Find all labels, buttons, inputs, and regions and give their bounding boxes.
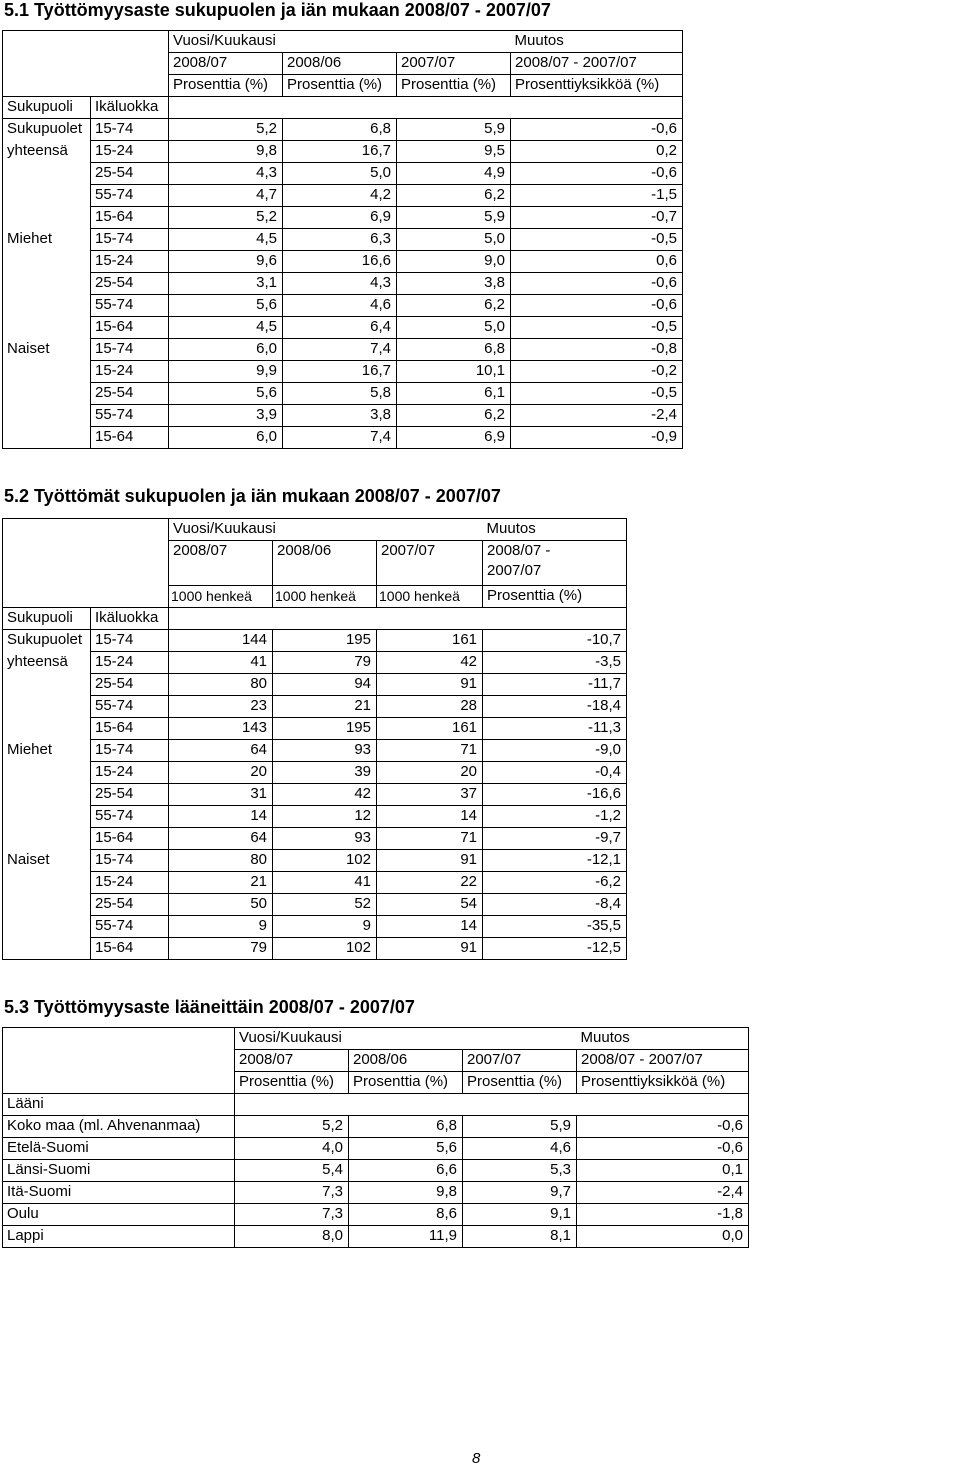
table-row xyxy=(3,630,627,652)
cell-value: 8,1 xyxy=(463,1226,577,1248)
cell-value: 6,3 xyxy=(283,229,397,251)
header-unit: 1000 henkeä xyxy=(273,586,377,608)
table-5-1-title: 5.1 Työttömyysaste sukupuolen ja iän mukaan 2008/07 - 2007/07 xyxy=(4,0,551,20)
cell-value: 11,9 xyxy=(349,1226,463,1248)
cell-sukupuoli xyxy=(3,185,91,207)
table-row xyxy=(3,762,627,784)
cell-sukupuoli xyxy=(3,784,91,806)
cell-value: -9,0 xyxy=(483,740,627,762)
cell-value: 143 xyxy=(169,718,273,740)
cell-ikaluokka: 15-24 xyxy=(91,141,169,163)
header-muutos: Muutos xyxy=(577,1028,749,1050)
cell-laani: Koko maa (ml. Ahvenanmaa) xyxy=(3,1116,235,1138)
cell-value: 9,8 xyxy=(349,1182,463,1204)
header-period: 2008/06 xyxy=(283,53,397,75)
cell-value: -0,5 xyxy=(511,229,683,251)
cell-value: 91 xyxy=(377,938,483,960)
cell-value: 0,1 xyxy=(577,1160,749,1182)
table-row xyxy=(3,938,627,960)
cell-value: 102 xyxy=(273,850,377,872)
cell-value: 195 xyxy=(273,630,377,652)
cell-value: 195 xyxy=(273,718,377,740)
cell-value: 4,6 xyxy=(463,1138,577,1160)
header-unit: Prosenttiyksikköä (%) xyxy=(577,1072,749,1094)
cell-value: 8,6 xyxy=(349,1204,463,1226)
cell-value: 6,9 xyxy=(283,207,397,229)
header-unit: Prosenttia (%) xyxy=(169,75,283,97)
cell-ikaluokka: 15-74 xyxy=(91,339,169,361)
cell-value: 161 xyxy=(377,630,483,652)
cell-value: -6,2 xyxy=(483,872,627,894)
cell-value: 37 xyxy=(377,784,483,806)
cell-value: 5,9 xyxy=(397,119,511,141)
col-header-laani: Lääni xyxy=(3,1094,235,1116)
cell-value: 5,4 xyxy=(235,1160,349,1182)
cell-value: 5,0 xyxy=(283,163,397,185)
cell-value: -0,6 xyxy=(511,163,683,185)
cell-sukupuoli xyxy=(3,674,91,696)
table-row xyxy=(3,207,683,229)
table-row xyxy=(3,229,683,251)
cell-value: 6,8 xyxy=(283,119,397,141)
cell-value: 5,9 xyxy=(397,207,511,229)
cell-value: 6,1 xyxy=(397,383,511,405)
header-period: 2008/07 xyxy=(169,53,283,75)
cell-value: -18,4 xyxy=(483,696,627,718)
header-unit: Prosenttia (%) xyxy=(283,75,397,97)
cell-value: 79 xyxy=(273,652,377,674)
cell-value: 9 xyxy=(273,916,377,938)
header-muutos: Muutos xyxy=(483,519,627,541)
table-row xyxy=(3,251,683,273)
table-row xyxy=(3,273,683,295)
table-5-2-body xyxy=(3,630,627,960)
cell-ikaluokka: 25-54 xyxy=(91,784,169,806)
cell-ikaluokka: 15-64 xyxy=(91,938,169,960)
cell-value: 5,2 xyxy=(169,119,283,141)
cell-value: 9,5 xyxy=(397,141,511,163)
table-row xyxy=(3,1226,749,1248)
cell-value: -10,7 xyxy=(483,630,627,652)
cell-value: 3,8 xyxy=(397,273,511,295)
cell-sukupuoli xyxy=(3,317,91,339)
cell-value: 5,6 xyxy=(169,383,283,405)
cell-value: 3,8 xyxy=(283,405,397,427)
cell-value: 7,4 xyxy=(283,427,397,449)
cell-sukupuoli: yhteensä xyxy=(3,652,91,674)
cell-value: 41 xyxy=(273,872,377,894)
header-unit: 1000 henkeä xyxy=(169,586,273,608)
cell-sukupuoli xyxy=(3,361,91,383)
table-5-3-body xyxy=(3,1116,749,1248)
cell-value: 16,6 xyxy=(283,251,397,273)
header-muutos: Muutos xyxy=(511,31,683,53)
cell-sukupuoli: Naiset xyxy=(3,339,91,361)
cell-value: -0,8 xyxy=(511,339,683,361)
header-unit: Prosenttiyksikköä (%) xyxy=(511,75,683,97)
cell-value: 0,0 xyxy=(577,1226,749,1248)
table-row xyxy=(3,427,683,449)
cell-value: 52 xyxy=(273,894,377,916)
table-row xyxy=(3,652,627,674)
cell-value: 64 xyxy=(169,828,273,850)
cell-sukupuoli xyxy=(3,405,91,427)
table-row xyxy=(3,1138,749,1160)
cell-ikaluokka: 25-54 xyxy=(91,273,169,295)
cell-value: 6,0 xyxy=(169,427,283,449)
cell-value: 21 xyxy=(273,696,377,718)
cell-ikaluokka: 15-24 xyxy=(91,652,169,674)
cell-value: 6,2 xyxy=(397,185,511,207)
cell-sukupuoli xyxy=(3,762,91,784)
table-row xyxy=(3,674,627,696)
cell-value: 4,3 xyxy=(169,163,283,185)
cell-sukupuoli xyxy=(3,806,91,828)
table-row xyxy=(3,696,627,718)
cell-ikaluokka: 15-24 xyxy=(91,361,169,383)
cell-value: 9 xyxy=(169,916,273,938)
cell-value: -0,9 xyxy=(511,427,683,449)
cell-value: 16,7 xyxy=(283,141,397,163)
cell-value: 22 xyxy=(377,872,483,894)
cell-sukupuoli xyxy=(3,383,91,405)
cell-value: -11,3 xyxy=(483,718,627,740)
cell-value: 50 xyxy=(169,894,273,916)
cell-value: 9,8 xyxy=(169,141,283,163)
cell-value: 9,7 xyxy=(463,1182,577,1204)
cell-value: 9,1 xyxy=(463,1204,577,1226)
col-header-ikaluokka: Ikäluokka xyxy=(91,608,169,630)
header-unit: Prosenttia (%) xyxy=(397,75,511,97)
table-row xyxy=(3,295,683,317)
cell-value: 94 xyxy=(273,674,377,696)
header-period: 2008/07 xyxy=(235,1050,349,1072)
table-row xyxy=(3,1116,749,1138)
cell-value: 4,0 xyxy=(235,1138,349,1160)
cell-value: -1,8 xyxy=(577,1204,749,1226)
cell-ikaluokka: 25-54 xyxy=(91,163,169,185)
table-5-3 xyxy=(2,1027,749,1248)
cell-value: 6,6 xyxy=(349,1160,463,1182)
cell-ikaluokka: 15-64 xyxy=(91,317,169,339)
cell-ikaluokka: 55-74 xyxy=(91,405,169,427)
cell-ikaluokka: 15-24 xyxy=(91,251,169,273)
cell-value: -0,7 xyxy=(511,207,683,229)
cell-value: -1,2 xyxy=(483,806,627,828)
header-period: 2008/07 xyxy=(169,541,273,586)
cell-value: 54 xyxy=(377,894,483,916)
header-vuosi-kuukausi: Vuosi/Kuukausi xyxy=(169,31,511,53)
cell-sukupuoli xyxy=(3,828,91,850)
cell-value: 12 xyxy=(273,806,377,828)
cell-value: 93 xyxy=(273,740,377,762)
cell-sukupuoli xyxy=(3,938,91,960)
table-row xyxy=(3,141,683,163)
table-row xyxy=(3,894,627,916)
cell-value: 39 xyxy=(273,762,377,784)
cell-ikaluokka: 15-24 xyxy=(91,762,169,784)
cell-value: 5,6 xyxy=(169,295,283,317)
cell-value: 5,9 xyxy=(463,1116,577,1138)
cell-value: 14 xyxy=(377,806,483,828)
cell-sukupuoli xyxy=(3,207,91,229)
table-row xyxy=(3,828,627,850)
cell-sukupuoli xyxy=(3,916,91,938)
cell-value: -8,4 xyxy=(483,894,627,916)
cell-ikaluokka: 15-74 xyxy=(91,850,169,872)
cell-sukupuoli xyxy=(3,295,91,317)
table-5-3-title: 5.3 Työttömyysaste lääneittäin 2008/07 - 2007/07 xyxy=(4,997,415,1017)
header-unit: Prosenttia (%) xyxy=(483,586,627,608)
cell-value: 79 xyxy=(169,938,273,960)
cell-value: 64 xyxy=(169,740,273,762)
header-period: 2007/07 xyxy=(397,53,511,75)
cell-ikaluokka: 55-74 xyxy=(91,806,169,828)
cell-value: 3,9 xyxy=(169,405,283,427)
table-row xyxy=(3,718,627,740)
cell-ikaluokka: 15-64 xyxy=(91,718,169,740)
cell-value: 0,2 xyxy=(511,141,683,163)
cell-value: 4,2 xyxy=(283,185,397,207)
cell-value: -35,5 xyxy=(483,916,627,938)
cell-value: 8,0 xyxy=(235,1226,349,1248)
cell-value: 9,6 xyxy=(169,251,283,273)
cell-sukupuoli xyxy=(3,718,91,740)
cell-value: 6,2 xyxy=(397,405,511,427)
cell-value: -0,6 xyxy=(511,273,683,295)
cell-value: -2,4 xyxy=(511,405,683,427)
table-row xyxy=(3,361,683,383)
cell-sukupuoli xyxy=(3,872,91,894)
cell-value: 20 xyxy=(377,762,483,784)
cell-sukupuoli xyxy=(3,894,91,916)
header-period: 2008/06 xyxy=(349,1050,463,1072)
header-unit: Prosenttia (%) xyxy=(235,1072,349,1094)
cell-ikaluokka: 25-54 xyxy=(91,894,169,916)
cell-value: 16,7 xyxy=(283,361,397,383)
cell-value: 20 xyxy=(169,762,273,784)
cell-value: 9,9 xyxy=(169,361,283,383)
cell-value: 5,2 xyxy=(169,207,283,229)
table-row xyxy=(3,1204,749,1226)
cell-value: 80 xyxy=(169,674,273,696)
cell-value: 9,0 xyxy=(397,251,511,273)
cell-ikaluokka: 15-64 xyxy=(91,207,169,229)
cell-value: 4,7 xyxy=(169,185,283,207)
cell-value: -12,1 xyxy=(483,850,627,872)
table-row xyxy=(3,383,683,405)
cell-value: 6,9 xyxy=(397,427,511,449)
cell-value: 5,0 xyxy=(397,229,511,251)
cell-value: -0,5 xyxy=(511,383,683,405)
cell-ikaluokka: 55-74 xyxy=(91,916,169,938)
table-row xyxy=(3,339,683,361)
table-row xyxy=(3,872,627,894)
col-header-sukupuoli: Sukupuoli xyxy=(3,97,91,119)
cell-value: 0,6 xyxy=(511,251,683,273)
cell-ikaluokka: 15-74 xyxy=(91,119,169,141)
table-row xyxy=(3,405,683,427)
cell-value: 102 xyxy=(273,938,377,960)
table-row xyxy=(3,119,683,141)
cell-value: 14 xyxy=(169,806,273,828)
cell-value: 21 xyxy=(169,872,273,894)
table-row xyxy=(3,784,627,806)
header-period: 2008/07 - 2007/07 xyxy=(483,541,627,586)
cell-value: 7,3 xyxy=(235,1204,349,1226)
cell-value: 93 xyxy=(273,828,377,850)
cell-sukupuoli xyxy=(3,427,91,449)
cell-value: -1,5 xyxy=(511,185,683,207)
cell-value: 4,5 xyxy=(169,317,283,339)
header-period: 2008/07 - 2007/07 xyxy=(577,1050,749,1072)
cell-ikaluokka: 55-74 xyxy=(91,696,169,718)
cell-value: -0,4 xyxy=(483,762,627,784)
cell-ikaluokka: 15-24 xyxy=(91,872,169,894)
cell-value: -9,7 xyxy=(483,828,627,850)
table-5-2-title: 5.2 Työttömät sukupuolen ja iän mukaan 2008/07 - 2007/07 xyxy=(4,486,501,506)
cell-value: -3,5 xyxy=(483,652,627,674)
cell-sukupuoli: Sukupuolet xyxy=(3,119,91,141)
header-period: 2008/06 xyxy=(273,541,377,586)
table-5-2 xyxy=(2,518,627,960)
cell-value: -16,6 xyxy=(483,784,627,806)
cell-sukupuoli: yhteensä xyxy=(3,141,91,163)
cell-sukupuoli: Sukupuolet xyxy=(3,630,91,652)
cell-value: 5,0 xyxy=(397,317,511,339)
table-row xyxy=(3,163,683,185)
cell-value: -11,7 xyxy=(483,674,627,696)
table-row xyxy=(3,1182,749,1204)
cell-laani: Lappi xyxy=(3,1226,235,1248)
cell-value: 4,3 xyxy=(283,273,397,295)
cell-value: 7,3 xyxy=(235,1182,349,1204)
cell-sukupuoli xyxy=(3,696,91,718)
cell-sukupuoli: Miehet xyxy=(3,229,91,251)
cell-value: 3,1 xyxy=(169,273,283,295)
header-unit: Prosenttia (%) xyxy=(349,1072,463,1094)
header-period: 2008/07 - 2007/07 xyxy=(511,53,683,75)
cell-ikaluokka: 55-74 xyxy=(91,295,169,317)
header-unit: Prosenttia (%) xyxy=(463,1072,577,1094)
cell-value: 4,9 xyxy=(397,163,511,185)
cell-value: 80 xyxy=(169,850,273,872)
cell-value: 5,6 xyxy=(349,1138,463,1160)
header-unit: 1000 henkeä xyxy=(377,586,483,608)
cell-laani: Oulu xyxy=(3,1204,235,1226)
cell-value: 14 xyxy=(377,916,483,938)
cell-value: 42 xyxy=(377,652,483,674)
cell-value: -0,6 xyxy=(511,119,683,141)
cell-ikaluokka: 15-74 xyxy=(91,740,169,762)
cell-value: -12,5 xyxy=(483,938,627,960)
cell-value: 6,4 xyxy=(283,317,397,339)
header-period: 2007/07 xyxy=(463,1050,577,1072)
col-header-ikaluokka: Ikäluokka xyxy=(91,97,169,119)
cell-value: 5,3 xyxy=(463,1160,577,1182)
cell-value: 31 xyxy=(169,784,273,806)
cell-value: 6,0 xyxy=(169,339,283,361)
cell-ikaluokka: 15-64 xyxy=(91,427,169,449)
cell-value: 6,2 xyxy=(397,295,511,317)
cell-value: 7,4 xyxy=(283,339,397,361)
cell-sukupuoli: Miehet xyxy=(3,740,91,762)
cell-ikaluokka: 25-54 xyxy=(91,674,169,696)
header-period: 2007/07 xyxy=(377,541,483,586)
table-5-1-body xyxy=(3,119,683,449)
cell-value: -0,5 xyxy=(511,317,683,339)
cell-ikaluokka: 15-64 xyxy=(91,828,169,850)
cell-value: 6,8 xyxy=(349,1116,463,1138)
cell-value: 42 xyxy=(273,784,377,806)
table-row xyxy=(3,317,683,339)
cell-value: 91 xyxy=(377,850,483,872)
table-row xyxy=(3,806,627,828)
header-vuosi-kuukausi: Vuosi/Kuukausi xyxy=(235,1028,577,1050)
cell-value: -2,4 xyxy=(577,1182,749,1204)
header-vuosi-kuukausi: Vuosi/Kuukausi xyxy=(169,519,483,541)
cell-value: 5,2 xyxy=(235,1116,349,1138)
cell-value: -0,6 xyxy=(511,295,683,317)
cell-value: 4,6 xyxy=(283,295,397,317)
cell-ikaluokka: 55-74 xyxy=(91,185,169,207)
cell-value: 144 xyxy=(169,630,273,652)
cell-value: 23 xyxy=(169,696,273,718)
cell-sukupuoli xyxy=(3,163,91,185)
cell-value: -0,6 xyxy=(577,1116,749,1138)
cell-value: 41 xyxy=(169,652,273,674)
table-row xyxy=(3,1160,749,1182)
col-header-sukupuoli: Sukupuoli xyxy=(3,608,91,630)
cell-laani: Etelä-Suomi xyxy=(3,1138,235,1160)
table-row xyxy=(3,916,627,938)
page-number: 8 xyxy=(472,1450,481,1467)
cell-value: 71 xyxy=(377,828,483,850)
cell-sukupuoli xyxy=(3,251,91,273)
cell-value: 71 xyxy=(377,740,483,762)
cell-value: 28 xyxy=(377,696,483,718)
cell-value: -0,2 xyxy=(511,361,683,383)
cell-ikaluokka: 15-74 xyxy=(91,630,169,652)
cell-value: 161 xyxy=(377,718,483,740)
cell-laani: Itä-Suomi xyxy=(3,1182,235,1204)
cell-ikaluokka: 25-54 xyxy=(91,383,169,405)
table-row xyxy=(3,740,627,762)
table-5-1 xyxy=(2,30,683,449)
cell-value: 10,1 xyxy=(397,361,511,383)
table-row xyxy=(3,850,627,872)
cell-value: 91 xyxy=(377,674,483,696)
cell-sukupuoli xyxy=(3,273,91,295)
cell-sukupuoli: Naiset xyxy=(3,850,91,872)
cell-value: 6,8 xyxy=(397,339,511,361)
cell-value: -0,6 xyxy=(577,1138,749,1160)
cell-value: 5,8 xyxy=(283,383,397,405)
cell-laani: Länsi-Suomi xyxy=(3,1160,235,1182)
cell-value: 4,5 xyxy=(169,229,283,251)
cell-ikaluokka: 15-74 xyxy=(91,229,169,251)
table-row xyxy=(3,185,683,207)
